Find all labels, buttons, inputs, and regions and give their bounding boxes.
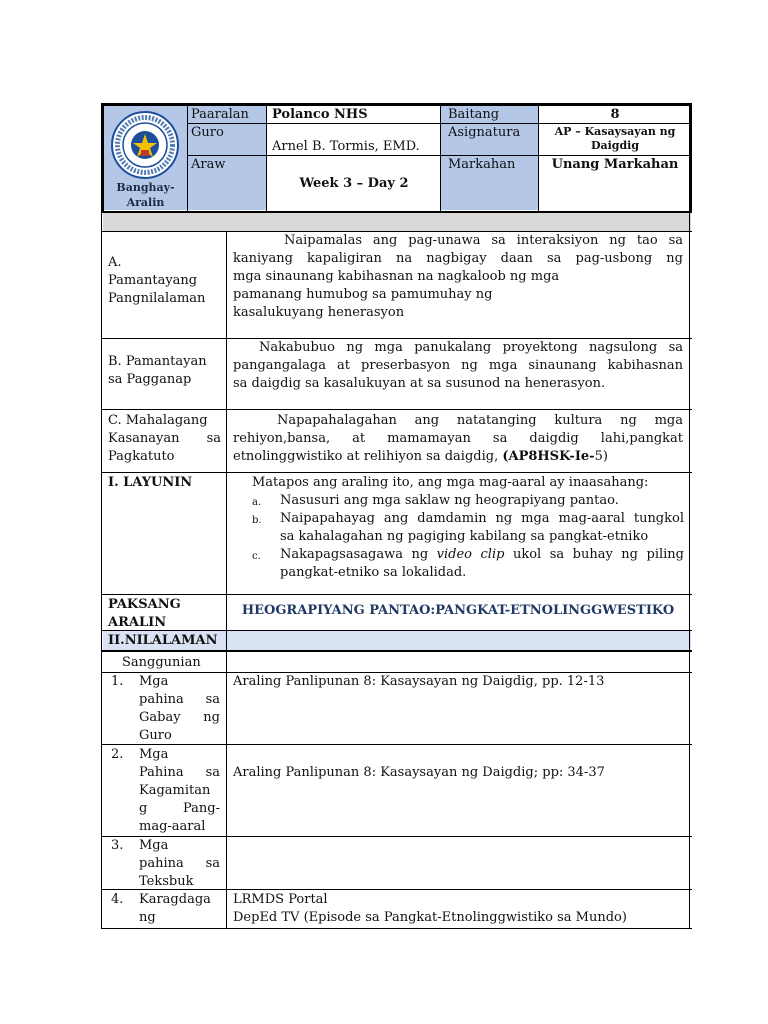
s1-label: Mga pahina sa Gabay ng Guro [139, 674, 220, 743]
nilalaman-label: II.NILALAMAN [108, 633, 218, 648]
paaralan-value: Polanco NHS [272, 107, 368, 122]
list-item: a. Nasusuri ang mga saklaw ng heograpiyang pantao. [252, 493, 619, 508]
paksang-label: PAKSANG ARALIN [108, 597, 181, 630]
guro-label: Guro [191, 125, 224, 140]
row-c-label: C. Mahalagang Kasanayan sa Pagkatuto [108, 413, 221, 464]
s3-number: 3. [111, 838, 124, 853]
deped-seal-icon [110, 110, 180, 180]
s2-label: Mga Pahina sa Kagamitan g Pang- mag-aaral [139, 747, 220, 834]
list-item: c. Nakapagsasagawa ng video clip ukol sa buhay ng piling pangkat-etniko sa lokalidad. [252, 547, 684, 580]
s3-label: Mga pahina sa Teksbuk [139, 838, 220, 889]
s4-label: Karagdaga ng [139, 892, 211, 925]
s4-text: LRMDS Portal DepEd TV (Episode sa Pangkat-Etnolinggwistiko sa Mundo) [233, 892, 627, 925]
row-b-label: B. Pamantayan sa Pagganap [108, 354, 207, 387]
s1-number: 1. [111, 674, 124, 689]
separator-band [103, 213, 691, 231]
paaralan-label: Paaralan [191, 107, 249, 122]
paksang-title: HEOGRAPIYANG PANTAO:PANGKAT-ETNOLINGGWESTIKO [241, 603, 675, 618]
markahan-value: Unang Markahan [551, 157, 679, 172]
sanggunian-label: Sanggunian [122, 655, 201, 670]
layunin-content [252, 474, 684, 582]
row-a-label: A. Pamantayang Pangnilalaman [108, 255, 206, 306]
layunin-label: I. LAYUNIN [108, 475, 193, 490]
row-c-text: Napapahalagahan ang natatanging kultura ng mga rehiyon,bansa, at mamamayan sa daigdig lahi,pangkat etnolinggwistiko at relihiyon sa daigdig, (AP8HSK-Ie-5) [233, 413, 683, 464]
s2-number: 2. [111, 747, 124, 762]
s1-text: Araling Panlipunan 8: Kasaysayan ng Daigdig, pp. 12-13 [233, 674, 605, 689]
guro-value: Arnel B. Tormis, EMD. [272, 139, 420, 154]
baitang-value: 8 [610, 107, 620, 122]
asignatura-value: AP – Kasaysayan ng Daigdig [554, 125, 676, 152]
banghay-aralin-label: Banghay- Aralin [116, 181, 175, 209]
markahan-label: Markahan [448, 157, 516, 172]
araw-label: Araw [191, 157, 226, 172]
baitang-label: Baitang [448, 107, 500, 122]
layunin-intro: Matapos ang araling ito, ang mga mag-aaral ay inaasahang: [252, 475, 649, 490]
list-item: b. Naipapahayag ang damdamin ng mga mag-aaral tungkol sa kahalagahan ng pagiging kabilang sa pangkat-etniko [252, 511, 684, 544]
s4-number: 4. [111, 892, 124, 907]
araw-value: Week 3 – Day 2 [299, 176, 409, 191]
s2-text: Araling Panlipunan 8: Kasaysayan ng Daigdig; pp: 34-37 [233, 765, 605, 780]
row-b-text: Nakabubuo ng mga panukalang proyektong nagsulong sa pangangalaga at preserbasyon ng mga sinaunang kabihasnan sa daigdig sa kasalukuyan at sa susunod na henerasyon. [233, 340, 683, 391]
asignatura-label: Asignatura [448, 125, 521, 140]
row-a-text: Naipamalas ang pag-unawa sa interaksiyon ng tao sa kaniyang kapaligiran na nagbigay daan sa pag-usbong ng mga sinaunang kabihasnan na nagkaloob ng mga pamanang humubog sa pamumuhay ng kasalukuyang henerasyon [233, 233, 683, 320]
